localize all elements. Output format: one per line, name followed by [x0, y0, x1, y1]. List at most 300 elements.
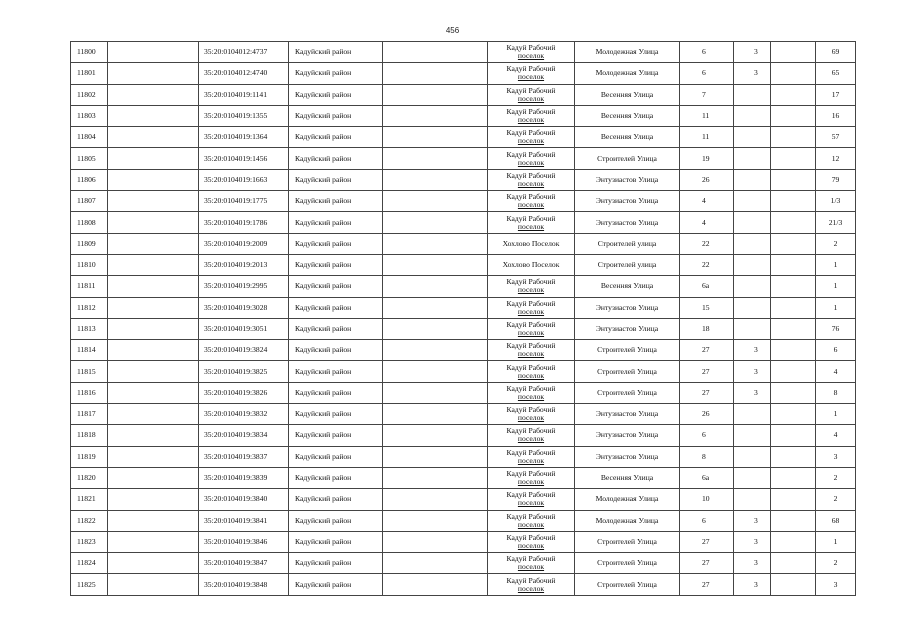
empty-cell	[771, 191, 816, 212]
building-number-cell	[734, 127, 771, 148]
settlement-cell	[488, 212, 575, 233]
empty-cell	[108, 531, 199, 552]
empty-cell	[383, 467, 488, 488]
street-cell: Весенняя Улица	[575, 105, 680, 126]
settlement-cell	[488, 63, 575, 84]
building-number-cell: 3	[734, 553, 771, 574]
house-number-cell: 6	[680, 42, 734, 63]
empty-cell	[771, 148, 816, 169]
district-cell: Кадуйский район	[289, 553, 383, 574]
settlement-cell	[488, 382, 575, 403]
empty-cell	[771, 169, 816, 190]
settlement-cell	[488, 361, 575, 382]
street-cell: Молодежная Улица	[575, 510, 680, 531]
empty-cell	[771, 84, 816, 105]
settlement-name: Хохлово Поселок	[502, 260, 560, 270]
street-cell: Строителей Улица	[575, 382, 680, 403]
empty-cell	[771, 212, 816, 233]
house-number-cell: 7	[680, 84, 734, 105]
empty-cell	[108, 574, 199, 595]
table-row	[71, 148, 856, 169]
cadastral-number-cell: 35:20:0104019:3841	[199, 510, 289, 531]
street-cell: Строителей улица	[575, 254, 680, 275]
settlement-name: Кадуй Рабочий	[506, 107, 556, 117]
settlement-name: Кадуй Рабочий	[506, 149, 556, 159]
settlement-type: поселок	[517, 328, 545, 337]
street-cell: Строителей Улица	[575, 553, 680, 574]
settlement-name: Кадуй Рабочий	[506, 554, 556, 564]
empty-cell	[108, 42, 199, 63]
row-number-cell: 11800	[71, 42, 108, 63]
empty-cell	[108, 553, 199, 574]
apartment-number-cell: 1	[816, 276, 856, 297]
table-row	[71, 169, 856, 190]
street-cell: Молодежная Улица	[575, 63, 680, 84]
settlement-type: поселок	[517, 540, 545, 550]
settlement-name: Кадуй Рабочий	[506, 43, 556, 53]
street-cell: Строителей Улица	[575, 148, 680, 169]
settlement-cell	[488, 127, 575, 148]
settlement-name: Кадуй Рабочий	[506, 298, 556, 308]
building-number-cell	[734, 297, 771, 318]
cadastral-number-cell: 35:20:0104019:1663	[199, 169, 289, 190]
settlement-cell	[488, 84, 575, 105]
district-cell: Кадуйский район	[289, 127, 383, 148]
row-number-cell: 11805	[71, 148, 108, 169]
empty-cell	[383, 42, 488, 63]
district-cell: Кадуйский район	[289, 191, 383, 212]
house-number-cell: 4	[680, 212, 734, 233]
district-cell: Кадуйский район	[289, 340, 383, 361]
settlement-cell	[488, 169, 575, 190]
table-row	[71, 574, 856, 595]
house-number-cell: 11	[680, 127, 734, 148]
apartment-number-cell: 16	[816, 105, 856, 126]
empty-cell	[108, 148, 199, 169]
row-number-cell: 11803	[71, 105, 108, 126]
settlement-type: поселок	[517, 583, 545, 593]
table-row	[71, 233, 856, 254]
house-number-cell: 27	[680, 553, 734, 574]
empty-cell	[108, 425, 199, 446]
settlement-type: поселок	[517, 391, 545, 401]
district-cell: Кадуйский район	[289, 446, 383, 467]
building-number-cell: 3	[734, 510, 771, 531]
settlement-name: Кадуй Рабочий	[506, 128, 556, 138]
empty-cell	[771, 127, 816, 148]
empty-cell	[383, 489, 488, 510]
registry-table	[70, 41, 856, 596]
apartment-number-cell: 4	[816, 425, 856, 446]
house-number-cell: 27	[680, 361, 734, 382]
settlement-cell	[488, 148, 575, 169]
district-cell: Кадуйский район	[289, 148, 383, 169]
settlement-name: Кадуй Рабочий	[506, 64, 556, 74]
building-number-cell	[734, 233, 771, 254]
apartment-number-cell: 3	[816, 446, 856, 467]
settlement-name: Кадуй Рабочий	[506, 426, 556, 436]
empty-cell	[108, 467, 199, 488]
building-number-cell	[734, 467, 771, 488]
empty-cell	[383, 148, 488, 169]
apartment-number-cell: 68	[816, 510, 856, 531]
cadastral-number-cell: 35:20:0104019:3839	[199, 467, 289, 488]
district-cell: Кадуйский район	[289, 63, 383, 84]
settlement-cell	[488, 553, 575, 574]
empty-cell	[771, 233, 816, 254]
apartment-number-cell: 2	[816, 553, 856, 574]
settlement-cell	[488, 446, 575, 467]
empty-cell	[771, 361, 816, 382]
empty-cell	[383, 84, 488, 105]
building-number-cell	[734, 105, 771, 126]
house-number-cell: 8	[680, 446, 734, 467]
cadastral-number-cell: 35:20:0104019:3848	[199, 574, 289, 595]
empty-cell	[383, 510, 488, 531]
row-number-cell: 11812	[71, 297, 108, 318]
settlement-name: Кадуй Рабочий	[506, 575, 556, 585]
cadastral-number-cell: 35:20:0104019:3846	[199, 531, 289, 552]
empty-cell	[383, 297, 488, 318]
apartment-number-cell: 12	[816, 148, 856, 169]
district-cell: Кадуйский район	[289, 574, 383, 595]
settlement-type: поселок	[517, 434, 545, 444]
empty-cell	[771, 467, 816, 488]
cadastral-number-cell: 35:20:0104019:3826	[199, 382, 289, 403]
settlement-type: поселок	[517, 285, 545, 295]
building-number-cell	[734, 191, 771, 212]
settlement-cell	[488, 276, 575, 297]
settlement-type: поселок	[517, 221, 545, 231]
table-row	[71, 318, 856, 339]
empty-cell	[108, 191, 199, 212]
district-cell: Кадуйский район	[289, 105, 383, 126]
empty-cell	[383, 574, 488, 595]
table-row	[71, 489, 856, 510]
empty-cell	[108, 382, 199, 403]
empty-cell	[108, 446, 199, 467]
table-row	[71, 127, 856, 148]
empty-cell	[383, 553, 488, 574]
empty-cell	[108, 127, 199, 148]
apartment-number-cell: 1	[816, 531, 856, 552]
empty-cell	[383, 233, 488, 254]
house-number-cell: 6а	[680, 276, 734, 297]
street-cell: Строителей Улица	[575, 361, 680, 382]
settlement-name: Кадуй Рабочий	[506, 532, 556, 542]
apartment-number-cell: 79	[816, 169, 856, 190]
district-cell: Кадуйский район	[289, 212, 383, 233]
street-cell: Строителей Улица	[575, 574, 680, 595]
settlement-name: Кадуй Рабочий	[506, 405, 556, 415]
row-number-cell: 11820	[71, 467, 108, 488]
district-cell: Кадуйский район	[289, 489, 383, 510]
building-number-cell	[734, 84, 771, 105]
street-cell: Строителей Улица	[575, 531, 680, 552]
empty-cell	[771, 574, 816, 595]
row-number-cell: 11801	[71, 63, 108, 84]
empty-cell	[771, 254, 816, 275]
row-number-cell: 11810	[71, 254, 108, 275]
row-number-cell: 11807	[71, 191, 108, 212]
settlement-cell	[488, 297, 575, 318]
settlement-type: поселок	[517, 136, 545, 146]
cadastral-number-cell: 35:20:0104019:2009	[199, 233, 289, 254]
apartment-number-cell: 2	[816, 467, 856, 488]
settlement-cell	[488, 318, 575, 339]
empty-cell	[771, 382, 816, 403]
building-number-cell	[734, 148, 771, 169]
cadastral-number-cell: 35:20:0104019:2013	[199, 254, 289, 275]
house-number-cell: 15	[680, 297, 734, 318]
row-number-cell: 11802	[71, 84, 108, 105]
cadastral-number-cell: 35:20:0104019:3825	[199, 361, 289, 382]
table-row	[71, 254, 856, 275]
settlement-type: поселок	[517, 498, 545, 508]
building-number-cell: 3	[734, 361, 771, 382]
apartment-number-cell: 1	[816, 297, 856, 318]
table-row	[71, 553, 856, 574]
house-number-cell: 18	[680, 318, 734, 339]
house-number-cell: 6	[680, 425, 734, 446]
street-cell: Молодежная Улица	[575, 489, 680, 510]
table-row	[71, 105, 856, 126]
cadastral-number-cell: 35:20:0104019:3824	[199, 340, 289, 361]
settlement-type: поселок	[517, 477, 545, 487]
row-number-cell: 11819	[71, 446, 108, 467]
settlement-name: Кадуй Рабочий	[506, 362, 556, 372]
empty-cell	[383, 212, 488, 233]
row-number-cell: 11823	[71, 531, 108, 552]
empty-cell	[383, 404, 488, 425]
building-number-cell	[734, 318, 771, 339]
house-number-cell: 27	[680, 382, 734, 403]
settlement-cell	[488, 233, 575, 254]
empty-cell	[108, 84, 199, 105]
cadastral-number-cell: 35:20:0104019:1786	[199, 212, 289, 233]
empty-cell	[383, 105, 488, 126]
cadastral-number-cell: 35:20:0104019:1364	[199, 127, 289, 148]
building-number-cell	[734, 489, 771, 510]
street-cell: Энтузиастов Улица	[575, 169, 680, 190]
district-cell: Кадуйский район	[289, 404, 383, 425]
row-number-cell: 11817	[71, 404, 108, 425]
empty-cell	[383, 318, 488, 339]
row-number-cell: 11813	[71, 318, 108, 339]
apartment-number-cell: 6	[816, 340, 856, 361]
apartment-number-cell: 1	[816, 404, 856, 425]
empty-cell	[383, 446, 488, 467]
apartment-number-cell: 2	[816, 489, 856, 510]
empty-cell	[383, 361, 488, 382]
district-cell: Кадуйский район	[289, 297, 383, 318]
settlement-cell	[488, 574, 575, 595]
apartment-number-cell: 57	[816, 127, 856, 148]
table-row	[71, 42, 856, 63]
row-number-cell: 11814	[71, 340, 108, 361]
empty-cell	[383, 276, 488, 297]
cadastral-number-cell: 35:20:0104019:3847	[199, 553, 289, 574]
empty-cell	[771, 318, 816, 339]
district-cell: Кадуйский район	[289, 531, 383, 552]
street-cell: Весенняя Улица	[575, 276, 680, 297]
building-number-cell: 3	[734, 340, 771, 361]
empty-cell	[108, 510, 199, 531]
settlement-type: поселок	[517, 413, 545, 423]
settlement-name: Кадуй Рабочий	[506, 469, 556, 479]
empty-cell	[108, 340, 199, 361]
empty-cell	[771, 105, 816, 126]
street-cell: Весенняя Улица	[575, 84, 680, 105]
street-cell: Энтузиастов Улица	[575, 446, 680, 467]
apartment-number-cell: 3	[816, 574, 856, 595]
district-cell: Кадуйский район	[289, 84, 383, 105]
empty-cell	[771, 297, 816, 318]
settlement-name: Кадуй Рабочий	[506, 511, 556, 521]
street-cell: Энтузиастов Улица	[575, 191, 680, 212]
empty-cell	[383, 63, 488, 84]
district-cell: Кадуйский район	[289, 425, 383, 446]
street-cell: Весенняя Улица	[575, 127, 680, 148]
settlement-cell	[488, 510, 575, 531]
street-cell: Энтузиастов Улица	[575, 212, 680, 233]
settlement-cell	[488, 467, 575, 488]
settlement-type: поселок	[517, 519, 545, 529]
district-cell: Кадуйский район	[289, 42, 383, 63]
house-number-cell: 19	[680, 148, 734, 169]
building-number-cell	[734, 446, 771, 467]
district-cell: Кадуйский район	[289, 169, 383, 190]
settlement-cell	[488, 191, 575, 212]
cadastral-number-cell: 35:20:0104019:3837	[199, 446, 289, 467]
table-row	[71, 212, 856, 233]
settlement-type: поселок	[517, 455, 545, 465]
settlement-cell	[488, 425, 575, 446]
table-row	[71, 404, 856, 425]
empty-cell	[108, 276, 199, 297]
building-number-cell	[734, 425, 771, 446]
table-row	[71, 446, 856, 467]
house-number-cell: 26	[680, 404, 734, 425]
house-number-cell: 27	[680, 531, 734, 552]
empty-cell	[108, 297, 199, 318]
row-number-cell: 11818	[71, 425, 108, 446]
house-number-cell: 6	[680, 63, 734, 84]
settlement-cell	[488, 340, 575, 361]
table-row	[71, 531, 856, 552]
settlement-cell	[488, 489, 575, 510]
building-number-cell	[734, 169, 771, 190]
apartment-number-cell: 1	[816, 254, 856, 275]
row-number-cell: 11811	[71, 276, 108, 297]
settlement-name: Кадуй Рабочий	[506, 320, 556, 329]
settlement-type: поселок	[517, 93, 545, 103]
house-number-cell: 27	[680, 574, 734, 595]
table-row	[71, 361, 856, 382]
empty-cell	[383, 425, 488, 446]
empty-cell	[771, 340, 816, 361]
street-cell: Строителей улица	[575, 233, 680, 254]
settlement-cell	[488, 531, 575, 552]
empty-cell	[108, 489, 199, 510]
house-number-cell: 22	[680, 233, 734, 254]
cadastral-number-cell: 35:20:0104019:1355	[199, 105, 289, 126]
settlement-cell	[488, 42, 575, 63]
empty-cell	[771, 63, 816, 84]
empty-cell	[383, 531, 488, 552]
district-cell: Кадуйский район	[289, 467, 383, 488]
empty-cell	[108, 105, 199, 126]
apartment-number-cell: 69	[816, 42, 856, 63]
settlement-name: Кадуй Рабочий	[506, 170, 556, 180]
empty-cell	[108, 212, 199, 233]
building-number-cell: 3	[734, 531, 771, 552]
cadastral-number-cell: 35:20:0104012:4737	[199, 42, 289, 63]
building-number-cell: 3	[734, 42, 771, 63]
row-number-cell: 11824	[71, 553, 108, 574]
empty-cell	[108, 404, 199, 425]
cadastral-number-cell: 35:20:0104019:1775	[199, 191, 289, 212]
empty-cell	[771, 404, 816, 425]
district-cell: Кадуйский район	[289, 254, 383, 275]
cadastral-number-cell: 35:20:0104012:4740	[199, 63, 289, 84]
building-number-cell: 3	[734, 63, 771, 84]
building-number-cell: 3	[734, 574, 771, 595]
cadastral-number-cell: 35:20:0104019:3834	[199, 425, 289, 446]
empty-cell	[108, 169, 199, 190]
street-cell: Строителей Улица	[575, 340, 680, 361]
table-row	[71, 297, 856, 318]
empty-cell	[108, 63, 199, 84]
cadastral-number-cell: 35:20:0104019:1456	[199, 148, 289, 169]
building-number-cell	[734, 276, 771, 297]
settlement-type: поселок	[517, 562, 545, 572]
apartment-number-cell: 17	[816, 84, 856, 105]
row-number-cell: 11808	[71, 212, 108, 233]
house-number-cell: 4	[680, 191, 734, 212]
house-number-cell: 27	[680, 340, 734, 361]
apartment-number-cell: 1/3	[816, 191, 856, 212]
apartment-number-cell: 76	[816, 318, 856, 339]
apartment-number-cell: 8	[816, 382, 856, 403]
cadastral-number-cell: 35:20:0104019:3028	[199, 297, 289, 318]
empty-cell	[771, 446, 816, 467]
cadastral-number-cell: 35:20:0104019:1141	[199, 84, 289, 105]
empty-cell	[383, 382, 488, 403]
row-number-cell: 11825	[71, 574, 108, 595]
house-number-cell: 10	[680, 489, 734, 510]
building-number-cell: 3	[734, 382, 771, 403]
row-number-cell: 11809	[71, 233, 108, 254]
settlement-type: поселок	[517, 200, 545, 210]
house-number-cell: 6а	[680, 467, 734, 488]
empty-cell	[771, 425, 816, 446]
empty-cell	[108, 233, 199, 254]
settlement-name: Кадуй Рабочий	[506, 447, 556, 457]
empty-cell	[771, 531, 816, 552]
house-number-cell: 6	[680, 510, 734, 531]
apartment-number-cell: 21/3	[816, 212, 856, 233]
district-cell: Кадуйский район	[289, 318, 383, 339]
table-row	[71, 425, 856, 446]
house-number-cell: 26	[680, 169, 734, 190]
table-row	[71, 276, 856, 297]
row-number-cell: 11806	[71, 169, 108, 190]
empty-cell	[383, 127, 488, 148]
settlement-type: поселок	[517, 178, 545, 188]
district-cell: Кадуйский район	[289, 510, 383, 531]
table-row	[71, 191, 856, 212]
